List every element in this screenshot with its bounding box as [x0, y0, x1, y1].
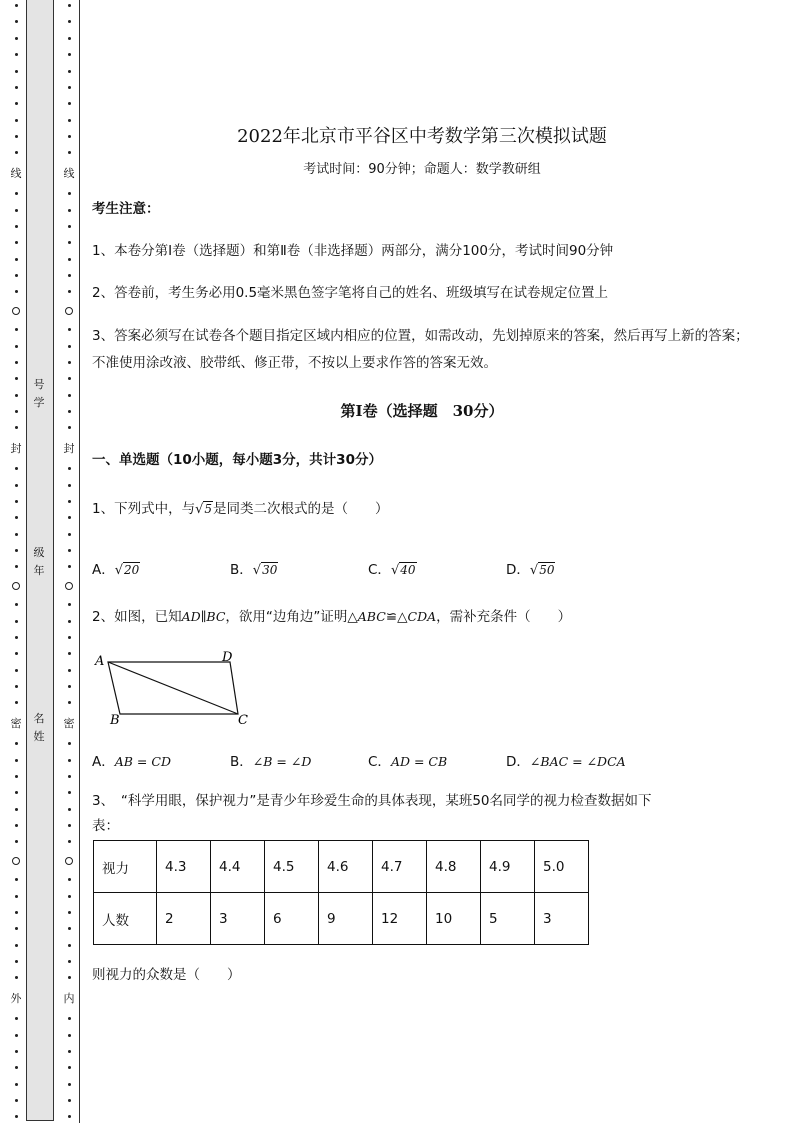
binding-dot: [68, 533, 71, 536]
binding-dot: [68, 209, 71, 212]
binding-dot: [15, 394, 18, 397]
binding-dot: [15, 565, 18, 568]
binding-dot: [15, 791, 18, 794]
binding-mark: 外: [10, 991, 22, 1005]
binding-dot: [68, 274, 71, 277]
table-cell: 4.8: [427, 841, 481, 893]
binding-dot: [15, 345, 18, 348]
binding-dot: [15, 119, 18, 122]
binding-dot: [68, 791, 71, 794]
exam-subtitle: 考试时间：90分钟；命题人：数学教研组: [303, 162, 541, 177]
binding-dot: [68, 620, 71, 623]
diagonal-ac: [108, 662, 238, 714]
binding-mark: 封: [63, 441, 75, 455]
binding-circle: [12, 582, 20, 590]
table-cell: 6: [265, 893, 319, 945]
binding-dot: [15, 620, 18, 623]
table-header-count: 人数: [94, 893, 157, 945]
binding-dot: [15, 516, 18, 519]
binding-dot: [68, 1017, 71, 1020]
binding-dot: [68, 119, 71, 122]
q1-option-b[interactable]: B．√30: [230, 562, 278, 578]
binding-dot: [68, 20, 71, 23]
binding-circle: [65, 582, 73, 590]
binding-dot: [15, 911, 18, 914]
binding-dot: [68, 328, 71, 331]
q1-option-d[interactable]: D．√50: [506, 562, 555, 578]
notice-heading: 考生注意：: [92, 201, 160, 217]
binding-circle: [65, 307, 73, 315]
binding-dot: [68, 361, 71, 364]
binding-dot: [68, 775, 71, 778]
section-title: 第I卷（选择题 30分）: [340, 402, 504, 420]
binding-dot: [15, 377, 18, 380]
binding-dot: [68, 840, 71, 843]
binding-dot: [68, 685, 71, 688]
vertex-d-label: D: [222, 650, 233, 665]
binding-dot: [68, 258, 71, 261]
binding-dot: [68, 241, 71, 244]
binding-dot: [15, 1050, 18, 1053]
binding-dot: [68, 70, 71, 73]
binding-dot: [68, 410, 71, 413]
binding-dot: [15, 209, 18, 212]
binding-dot: [15, 241, 18, 244]
binding-dot: [15, 808, 18, 811]
binding-dot: [68, 1034, 71, 1037]
binding-dot: [68, 1083, 71, 1086]
binding-dot: [15, 775, 18, 778]
binding-dot: [68, 377, 71, 380]
binding-circle: [12, 857, 20, 865]
binding-dot: [15, 467, 18, 470]
binding-dot: [68, 960, 71, 963]
binding-mark: 封: [10, 441, 22, 455]
binding-dot: [15, 669, 18, 672]
binding-dot: [68, 808, 71, 811]
question-1: 1、下列式中，与√5是同类二次根式的是（ ）: [92, 501, 389, 517]
student-id-label: 号 学: [33, 378, 45, 409]
binding-dot: [15, 824, 18, 827]
table-cell: 12: [373, 893, 427, 945]
q1-option-c[interactable]: C．√40: [368, 562, 416, 578]
table-cell: 2: [157, 893, 211, 945]
binding-dot: [15, 500, 18, 503]
vision-table: [93, 840, 589, 945]
binding-dot: [15, 484, 18, 487]
table-row-count: [94, 893, 589, 945]
binding-dot: [15, 86, 18, 89]
binding-mark: 线: [10, 166, 22, 180]
binding-dot: [15, 927, 18, 930]
binding-dot: [15, 37, 18, 40]
binding-dot: [15, 258, 18, 261]
notice-item-2: 2、答卷前，考生务必用0.5毫米黑色签字笔将自己的姓名、班级填写在试卷规定位置上: [92, 285, 609, 301]
binding-dot: [15, 636, 18, 639]
binding-dot: [68, 603, 71, 606]
table-cell: 5.0: [535, 841, 589, 893]
binding-dot: [68, 944, 71, 947]
binding-dot: [15, 4, 18, 7]
binding-dot: [15, 20, 18, 23]
binding-dot: [15, 426, 18, 429]
binding-dot: [68, 467, 71, 470]
vertex-b-label: B: [110, 713, 120, 728]
binding-dot: [68, 102, 71, 105]
q2-option-b[interactable]: B．∠B = ∠D: [230, 754, 312, 770]
q2-option-d[interactable]: D．∠BAC = ∠DCA: [506, 754, 626, 770]
binding-mark: 密: [63, 716, 75, 730]
binding-dot: [68, 549, 71, 552]
binding-dot: [15, 603, 18, 606]
binding-dot: [68, 669, 71, 672]
binding-dot: [15, 701, 18, 704]
binding-dot: [15, 70, 18, 73]
binding-line-inner: [60, 0, 78, 1123]
vertex-a-label: A: [95, 654, 105, 669]
q2-option-c[interactable]: C．AD = CB: [368, 754, 448, 770]
binding-dot: [68, 394, 71, 397]
binding-dot: [15, 944, 18, 947]
notice-item-3: 3、答案必须写在试卷各个题目指定区域内相应的位置，如需改动，先划掉原来的答案，然后再写上新的答案；不准使用涂改液、胶带纸、修正带，不按以上要求作答的答案无效。: [92, 328, 749, 371]
part-heading: 一、单选题（10小题，每小题3分，共计30分）: [92, 452, 382, 468]
binding-dot: [68, 976, 71, 979]
binding-dot: [15, 652, 18, 655]
binding-dot: [15, 840, 18, 843]
binding-dot: [68, 652, 71, 655]
binding-mark: 线: [63, 166, 75, 180]
binding-dot: [68, 37, 71, 40]
binding-dot: [68, 742, 71, 745]
vertex-c-label: C: [238, 713, 248, 728]
table-cell: 4.9: [481, 841, 535, 893]
table-header-vision: 视力: [94, 841, 157, 893]
binding-dot: [15, 1034, 18, 1037]
binding-dot: [15, 151, 18, 154]
binding-dot: [68, 192, 71, 195]
table-cell: 9: [319, 893, 373, 945]
binding-circle: [12, 307, 20, 315]
binding-dot: [15, 685, 18, 688]
name-label: 名 姓: [33, 712, 45, 743]
binding-dot: [68, 824, 71, 827]
binding-dot: [68, 135, 71, 138]
binding-circle: [65, 857, 73, 865]
question-2-options: [92, 750, 692, 770]
binding-dot: [15, 1099, 18, 1102]
binding-dot: [15, 274, 18, 277]
binding-dot: [15, 1066, 18, 1069]
binding-dot: [68, 1099, 71, 1102]
binding-dot: [15, 192, 18, 195]
binding-dot: [68, 345, 71, 348]
question-3-line-2: 表：: [92, 818, 119, 834]
q2-option-a[interactable]: A．AB = CD: [92, 754, 171, 770]
binding-dot: [68, 484, 71, 487]
margin-rule: [79, 0, 80, 1123]
binding-dot: [68, 151, 71, 154]
binding-dot: [15, 102, 18, 105]
binding-dot: [15, 533, 18, 536]
table-cell: 4.3: [157, 841, 211, 893]
binding-dot: [68, 911, 71, 914]
binding-dot: [68, 500, 71, 503]
grade-label: 级 年: [33, 546, 45, 577]
table-cell: 5: [481, 893, 535, 945]
binding-dot: [15, 410, 18, 413]
binding-dot: [68, 86, 71, 89]
binding-dot: [68, 290, 71, 293]
table-cell: 4.7: [373, 841, 427, 893]
binding-dot: [68, 565, 71, 568]
question-1-options: [92, 558, 692, 578]
binding-dot: [68, 53, 71, 56]
binding-dot: [15, 976, 18, 979]
binding-dot: [15, 742, 18, 745]
binding-dot: [15, 895, 18, 898]
binding-dot: [68, 927, 71, 930]
binding-dot: [68, 878, 71, 881]
binding-dot: [68, 516, 71, 519]
binding-dot: [68, 701, 71, 704]
table-row-vision: [94, 841, 589, 893]
binding-dot: [68, 895, 71, 898]
parallelogram-figure: [90, 646, 260, 732]
table-cell: 3: [535, 893, 589, 945]
binding-dot: [15, 290, 18, 293]
q1-option-a[interactable]: A．√20: [92, 562, 140, 578]
binding-dot: [68, 1066, 71, 1069]
binding-dot: [68, 225, 71, 228]
binding-line-outer: [7, 0, 25, 1123]
binding-dot: [15, 1115, 18, 1118]
binding-dot: [68, 4, 71, 7]
binding-dot: [15, 328, 18, 331]
binding-mark: 内: [63, 991, 75, 1005]
binding-dot: [15, 1083, 18, 1086]
binding-dot: [15, 960, 18, 963]
table-cell: 3: [211, 893, 265, 945]
binding-dot: [68, 1050, 71, 1053]
binding-dot: [15, 759, 18, 762]
question-2: 2、如图，已知AD∥BC，欲用“边角边”证明△ABC≌△CDA，需补充条件（ ）: [92, 609, 572, 625]
binding-dot: [68, 1115, 71, 1118]
table-cell: 10: [427, 893, 481, 945]
binding-dot: [15, 225, 18, 228]
binding-dot: [15, 361, 18, 364]
binding-dot: [15, 878, 18, 881]
binding-dot: [15, 53, 18, 56]
table-cell: 4.5: [265, 841, 319, 893]
binding-dot: [15, 135, 18, 138]
notice-item-1: 1、本卷分第I卷（选择题）和第Ⅱ卷（非选择题）两部分，满分100分，考试时间90分钟: [92, 243, 614, 259]
binding-dot: [15, 549, 18, 552]
binding-dot: [68, 636, 71, 639]
question-3-prompt: 则视力的众数是（ ）: [92, 967, 241, 983]
exam-title: 2022年北京市平谷区中考数学第三次模拟试题: [237, 126, 607, 147]
binding-dot: [68, 426, 71, 429]
sqrt-5: √5: [195, 502, 213, 517]
binding-mark: 密: [10, 716, 22, 730]
binding-dot: [68, 759, 71, 762]
table-cell: 4.4: [211, 841, 265, 893]
question-3-line-1: 3、 “科学用眼，保护视力”是青少年珍爱生命的具体表现，某班50名同学的视力检查数据如下: [92, 793, 652, 809]
binding-dot: [15, 1017, 18, 1020]
table-cell: 4.6: [319, 841, 373, 893]
